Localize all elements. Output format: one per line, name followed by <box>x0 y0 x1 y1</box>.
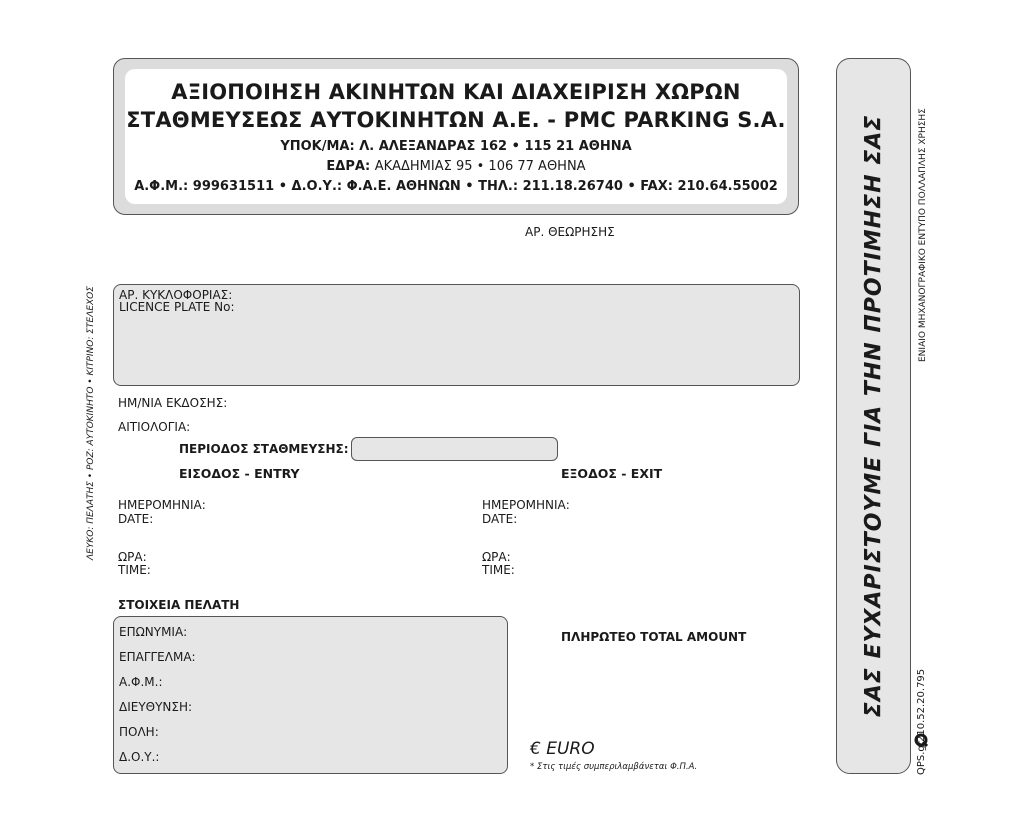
entry-date-label-gr: ΗΜΕΡΟΜΗΝΙΑ: <box>118 498 206 512</box>
customer-address-label: ΔΙΕΥΘΥΝΣΗ: <box>119 700 193 714</box>
company-name-line2: ΣΤΑΘΜΕΥΣΕΩΣ ΑΥΤΟΚΙΝΗΤΩΝ Α.Ε. - PMC PARKING S.A. <box>126 108 786 132</box>
branch-value: Λ. ΑΛΕΞΑΝΔΡΑΣ 162 • 115 21 ΑΘΗΝΑ <box>359 139 632 154</box>
entry-time-label-en: TIME: <box>118 563 151 577</box>
customer-details-box[interactable] <box>113 616 508 774</box>
entry-title: ΕΙΣΟΔΟΣ - ENTRY <box>179 466 300 481</box>
branch-label: ΥΠΟΚ/ΜΑ: <box>280 139 355 154</box>
exit-date-label-en: DATE: <box>482 512 518 526</box>
company-header-inner <box>125 69 787 204</box>
company-name-line1: ΑΞΙΟΠΟΙΗΣΗ ΑΚΙΝΗΤΩΝ ΚΑΙ ΔΙΑΧΕΙΡΙΣΗ ΧΩΡΩΝ <box>171 80 741 104</box>
customer-tax-office-label: Δ.Ο.Υ.: <box>119 750 160 764</box>
entry-date-label-en: DATE: <box>118 512 154 526</box>
vat-note: * Στις τιμές συμπεριλαμβάνεται Φ.Π.Α. <box>530 762 698 772</box>
customer-name-label: ΕΠΩΝΥΜΙΑ: <box>119 625 188 639</box>
seat-address <box>125 157 787 177</box>
branch-address <box>125 137 787 157</box>
plate-label-en: LICENCE PLATE No: <box>119 300 235 314</box>
copies-note: ΛΕΥΚΟ: ΠΕΛΑΤΗΣ • ΡΟΖ: ΑΥΤΟΚΙΝΗΤΟ • ΚΙΤΡΙΝΟ: ΣΤΕΛΕΧΟΣ <box>86 286 96 560</box>
plate-label-gr: ΑΡ. ΚΥΚΛΟΦΟΡΙΑΣ: <box>119 288 233 302</box>
printer-name: QPS.gr <box>916 741 927 775</box>
exit-time-label-gr: ΩΡΑ: <box>482 550 511 564</box>
company-header <box>113 58 799 215</box>
exit-title: ΕΞΟΔΟΣ - EXIT <box>561 466 663 481</box>
thank-you-panel <box>836 58 911 774</box>
exit-time-label-en: TIME: <box>482 563 515 577</box>
customer-profession-label: ΕΠΑΓΓΕΛΜΑ: <box>119 650 196 664</box>
thank-you-text: ΣΑΣ ΕΥΧΑΡΙΣΤΟΥΜΕ ΓΙΑ ΤΗΝ ΠΡΟΤΙΜΗΣΗ ΣΑΣ <box>861 114 886 718</box>
reason-label: ΑΙΤΙΟΛΟΓΙΑ: <box>118 420 191 434</box>
seat-label: ΕΔΡΑ: <box>326 159 371 174</box>
exit-date-label-gr: ΗΜΕΡΟΜΗΝΙΑ: <box>482 498 570 512</box>
currency-label: € EURO <box>530 739 595 759</box>
parking-period-label: ΠΕΡΙΟΔΟΣ ΣΤΑΘΜΕΥΣΗΣ: <box>179 442 349 456</box>
form-type-note: ΕΝΙΑΙΟ ΜΗΧΑΝΟΓΡΑΦΙΚΟ ΕΝΤΥΠΟ ΠΟΛΛΑΠΛΗΣ ΧΡΗΣΗΣ <box>918 108 928 362</box>
validation-number-label: ΑΡ. ΘΕΩΡΗΣΗΣ <box>525 225 615 239</box>
tax-contact-line: Α.Φ.Μ.: 999631511 • Δ.Ο.Υ.: Φ.Α.Ε. ΑΘΗΝΩΝ • ΤΗΛ.: 211.18.26740 • FAX: 210.64.55002 <box>134 179 778 194</box>
printer-phone: 210.52.20.795 <box>916 668 927 742</box>
parking-period-field[interactable] <box>351 437 558 461</box>
issue-date-label: ΗΜ/ΝΙΑ ΕΚΔΟΣΗΣ: <box>118 396 228 410</box>
customer-vat-label: Α.Φ.Μ.: <box>119 675 163 689</box>
entry-time-label-gr: ΩΡΑ: <box>118 550 147 564</box>
customer-city-label: ΠΟΛΗ: <box>119 725 159 739</box>
total-amount-label: ΠΛΗΡΩΤΕΟ TOTAL AMOUNT <box>561 630 747 644</box>
seat-value: ΑΚΑΔΗΜΙΑΣ 95 • 106 77 ΑΘΗΝΑ <box>374 159 586 174</box>
licence-plate-field[interactable] <box>113 284 800 386</box>
customer-title: ΣΤΟΙΧΕΙΑ ΠΕΛΑΤΗ <box>118 598 240 612</box>
